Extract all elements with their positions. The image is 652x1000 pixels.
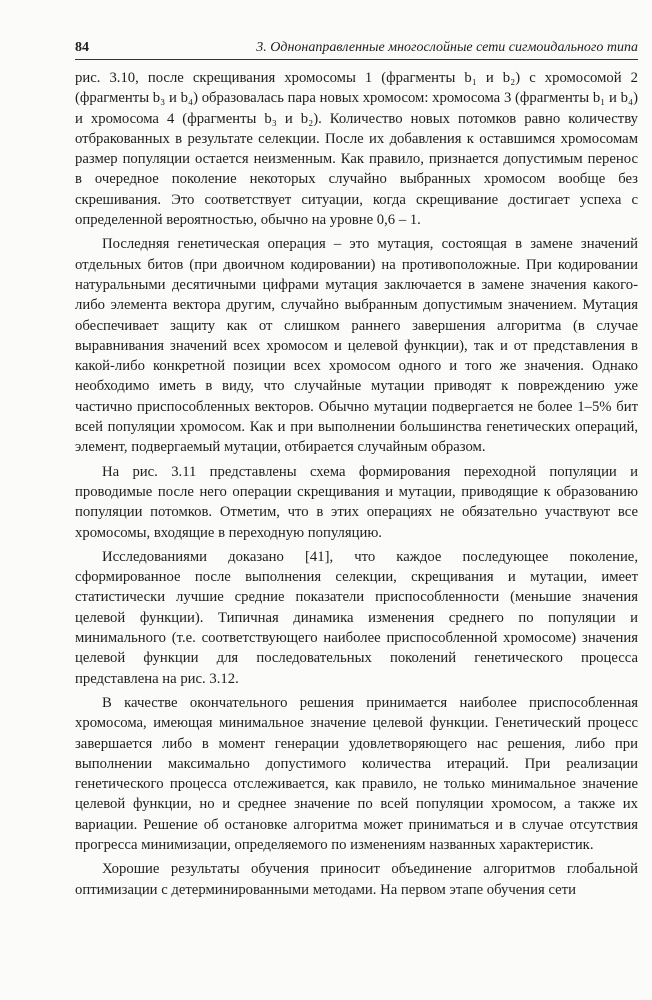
page-number: 84 bbox=[75, 40, 89, 55]
paragraph-fitness-dynamics: Исследованиями доказано [41], что каждое последующее поколение, сформированное после выполнения селекции, скрещивания и мутации, имеет статистически лучшие средние показатели приспособленности (меньшие значения целевой функции). Типичная динамика изменения среднего по популяции и минимального (т.е. соответствующего наиболее приспособленной хромосоме) значения целевой функции для последовательных поколений генетического процесса представлена на рис. 3.12. bbox=[75, 548, 638, 687]
running-title: 3. Однонаправленные многослойные сети сигмоидального типа bbox=[256, 40, 638, 55]
paragraph-mutation: Последняя генетическая операция – это мутация, состоящая в замене значений отдельных битов (при двоичном кодировании) на противоположные. При кодировании натуральными десятичными цифрами мутация заключается в замене значения какого-либо элемента вектора другим, случайно выбранным допустимым значением. Мутация обеспечивает защиту как от слишком раннего завершения алгоритма (в случае выравнивания значений всех хромосом и целевой функции), так и от представления в какой-либо конкретной позиции всех хромосом одного и того же значения. Однако необходимо иметь в виду, что случайные мутации приводят к повреждению уже частично приспособленных векторов. Обычно мутации подвергается не более 1–5% бит всей популяции хромосом. Как и при выполнении большинства генетических операций, элемент, подвергаемый мутации, отбирается случайным образом. bbox=[75, 236, 638, 456]
paragraph-figure-3-11: На рис. 3.11 представлены схема формирования переходной популяции и проводимые после него операции скрещивания и мутации, приводящие к образованию популяции потомков. Отметим, что в этих операциях не обязательно участвуют все хромосомы, входящие в переходную популяцию. bbox=[75, 463, 638, 541]
body-text bbox=[75, 68, 638, 900]
paragraph-hybrid-methods: Хорошие результаты обучения приносит объединение алгоритмов глобальной оптимизации с детерминированными методами. На первом этапе обучения сети bbox=[75, 861, 638, 898]
paragraph-crossover-result: рис. 3.10, после скрещивания хромосомы 1 (фрагменты b₁ и b₂) с хромосомой 2 (фрагменты b₃ и b₄) образовалась пара новых хромосом: хромосома 3 (фрагменты b₁ и b₄) и хромосома 4 (фрагменты b₃ и b₂). Количество новых потомков равно количеству отбракованных в результате селекции. После их добавления к оставшимся хромосомам размер популяции остается неизменным. Как правило, признается допустимым перенос в очередное поколение некоторых случайно выбранных хромосом вообще без скрешивания. Это соответствует ситуации, когда скрещивание достигает успеха с определенной вероятностью, обычно на уровне 0,6 – 1. bbox=[75, 70, 638, 229]
page-header bbox=[75, 40, 638, 60]
paragraph-final-solution: В качестве окончательного решения принимается наиболее приспособленная хромосома, имеющая минимальное значение целевой функции. Генетический процесс завершается либо в момент генерации удовлетворяющего нас решения, либо при выполнении максимально допустимого количества итераций. При реализации генетического процесса отслеживается, как правило, не только минимальное значение целевой функции, но и среднее значение по всей популяции хромосом, а также их вариации. Решение об остановке алгоритма может приниматься и в случае отсутствия прогресса минимизации, определяемого по изменениям названных характеристик. bbox=[75, 694, 638, 853]
